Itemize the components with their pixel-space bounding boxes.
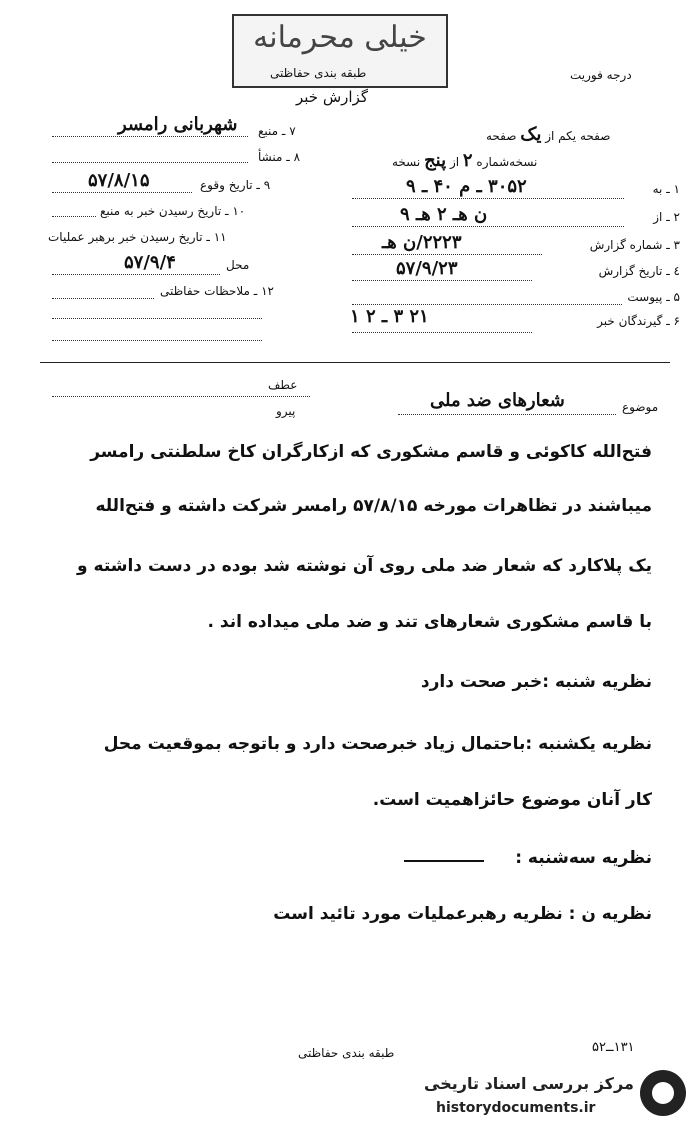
field-value-report-number: ۲۲۲۳/ن هـ <box>382 232 462 253</box>
field-dots <box>352 198 624 199</box>
field-dots <box>52 298 154 299</box>
field-label-place: محل <box>226 258 250 272</box>
atf-label: عطف <box>268 378 298 392</box>
subject-value: شعارهای ضد ملی <box>430 390 565 411</box>
field-label-report-number: ۳ ـ شماره گزارش <box>589 238 680 252</box>
report-title: گزارش خبر <box>296 88 368 106</box>
field-dots <box>52 340 262 341</box>
field-label-to: ۱ ـ به <box>652 182 680 196</box>
field-dots <box>52 274 220 275</box>
field-value-event-date: ۵۷/۸/۱۵ <box>88 170 150 191</box>
field-dots <box>52 318 262 319</box>
copy-total: پنج <box>424 150 447 171</box>
subject-label: موضوع <box>622 400 659 414</box>
field-value-recipients: ۲۱ ۳ ـ ۲ ۱ <box>350 306 429 327</box>
field-dots <box>352 254 542 255</box>
field-dots <box>398 414 616 415</box>
priority-label: درجه فوریت <box>570 68 632 82</box>
field-label-source: ۷ ـ منبع <box>258 124 296 138</box>
field-label-event-date: ۹ ـ تاریخ وقوع <box>200 178 271 192</box>
body-line-2: میباشند در تظاهرات مورخه ۵۷/۸/۱۵ رامسر شرکت داشته‌ و فتح‌الله <box>95 496 652 516</box>
copy-suffix: نسخه <box>392 155 421 169</box>
field-value-to: ۳۰۵۲ ـ م ۴۰ ـ ۹ <box>406 176 527 197</box>
field-label-attachment: ۵ ـ پیوست <box>627 290 680 304</box>
page-count: یک <box>520 124 542 145</box>
peyro-label: پیرو <box>276 404 296 418</box>
field-dots <box>52 192 192 193</box>
body-line-4: با قاسم مشکوری شعارهای تند و ضد ملی میداده اند . <box>207 612 652 632</box>
copy-prefix: نسخه‌شماره <box>476 155 538 169</box>
field-label-protection-notes: ۱۲ ـ ملاحظات حفاظتی <box>160 284 274 298</box>
field-label-from: ۲ ـ از <box>653 210 680 224</box>
blank-line <box>404 860 484 862</box>
form-number: ۱۳۱ــ۵۲ <box>592 1040 635 1055</box>
stamp-text: خیلی محرمانه <box>253 20 427 55</box>
classification-bottom: طبقه بندی حفاظتی <box>298 1046 395 1060</box>
field-dots <box>352 304 622 305</box>
body-line-5: نظریه شنبه :خبر صحت دارد <box>420 672 652 692</box>
field-dots <box>352 280 532 281</box>
page-suffix: صفحه <box>486 129 517 143</box>
body-line-1: فتح‌الله کاکوئی و قاسم مشکوری که ازکارگران کاخ سلطنتی رامسر <box>90 442 652 462</box>
field-value-from: ن هـ ۲ هـ ۹ <box>400 204 488 225</box>
body-line-7: کار آنان موضوع حائزاهمیت است. <box>372 790 652 810</box>
field-dots <box>52 216 96 217</box>
field-dots <box>52 136 248 137</box>
website: historydocuments.ir <box>436 1100 596 1116</box>
field-dots <box>52 396 310 397</box>
field-label-origin: ۸ ـ منشأ <box>258 150 301 164</box>
org-name: مرکز بررسی اسناد تاریخی <box>424 1074 634 1093</box>
archive-logo-icon <box>640 1070 686 1116</box>
copy-number: ۲ <box>462 150 473 171</box>
page-prefix: صفحه یکم از <box>545 129 611 143</box>
body-line-6: نظریه یکشنبه :باحتمال زیاد خبرصحت دارد و باتوجه بموقعیت محل <box>103 734 652 754</box>
body-line-3: یک پلاکارد که شعار ضد ملی روی آن نوشته شد بوده در دست داشته و <box>77 556 652 576</box>
field-label-date-to-source: ۱۰ ـ تاریخ رسیدن خبر به منبع <box>100 204 246 218</box>
copy-info <box>392 150 537 171</box>
field-dots <box>52 162 248 163</box>
field-label-date-to-leader: ۱۱ ـ تاریخ رسیدن خبر برهبر عملیات <box>48 230 227 244</box>
field-dots <box>352 332 532 333</box>
body-line-9: نظریه ن : نظریه رهبرعملیات مورد تائید است <box>273 904 652 924</box>
page-info <box>486 124 610 145</box>
field-value-place: ۵۷/۹/۴ <box>124 252 176 273</box>
copy-of: از <box>449 155 460 169</box>
body-line-8: نظریه سه‌شنبه : <box>515 848 652 868</box>
field-dots <box>352 226 624 227</box>
field-label-recipients: ۶ ـ گیرندگان خبر <box>597 314 680 328</box>
header-divider <box>40 362 670 363</box>
field-value-source: شهربانی رامسر <box>118 114 238 135</box>
classification-top: طبقه بندی حفاظتی <box>270 66 367 80</box>
field-value-report-date: ۵۷/۹/۲۳ <box>396 258 458 279</box>
field-label-report-date: ٤ ـ تاریخ گزارش <box>598 264 680 278</box>
